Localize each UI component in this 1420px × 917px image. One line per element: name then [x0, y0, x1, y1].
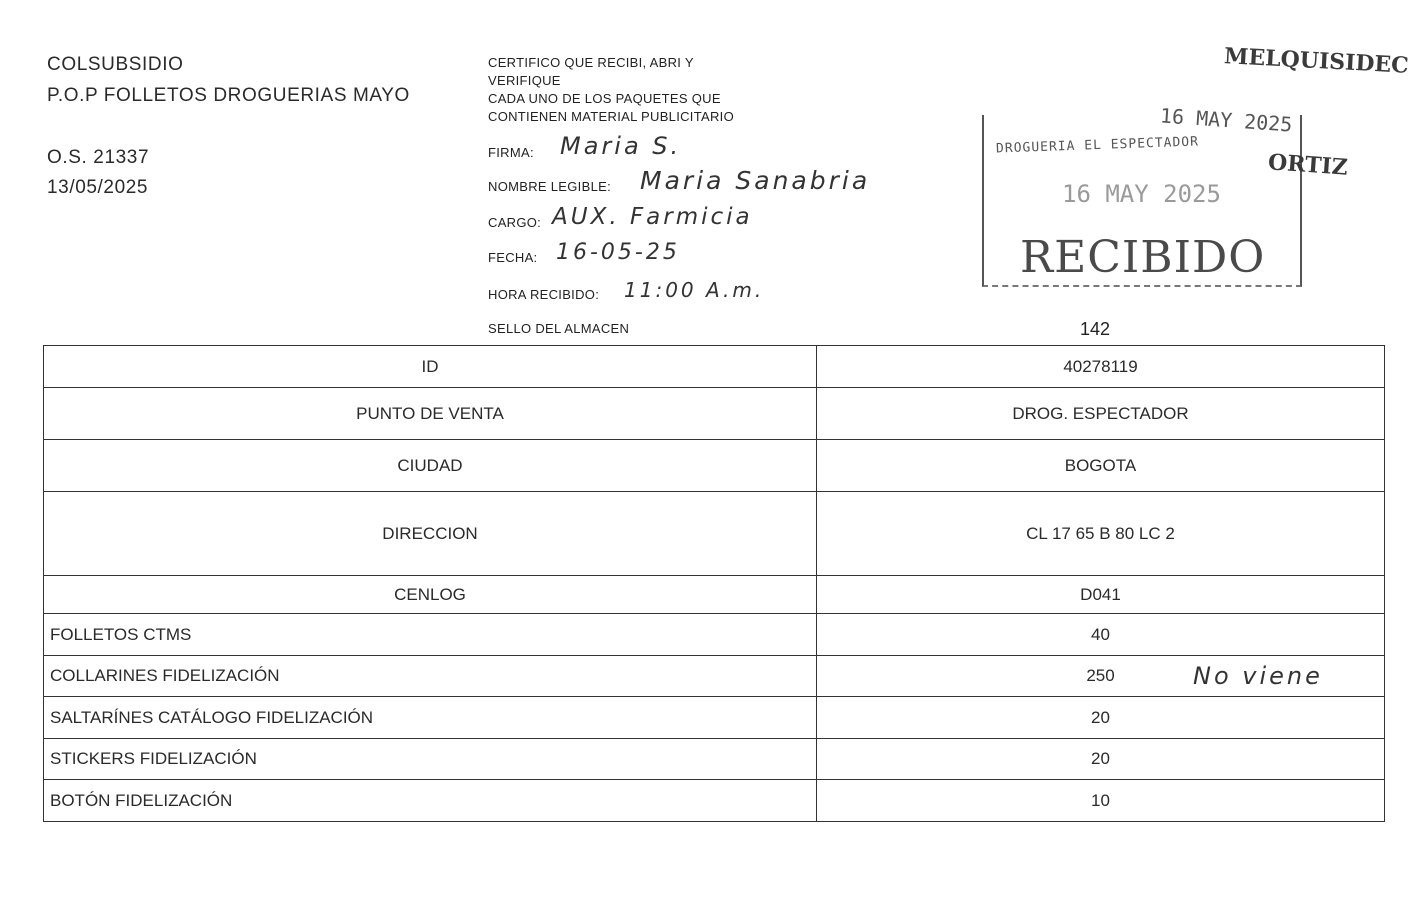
stamp-date-mid: 16 MAY 2025 [1062, 180, 1221, 208]
row-value: DROG. ESPECTADOR [817, 388, 1385, 440]
table-row [44, 576, 1385, 614]
position-label: CARGO: [488, 215, 542, 230]
stamp-date-top: 16 MAY 2025 [1159, 103, 1294, 137]
material-table [43, 345, 1385, 822]
campaign-title: P.O.P FOLLETOS DROGUERIAS MAYO [47, 85, 410, 106]
stamp-name: MELQUISIDEC [1223, 43, 1410, 79]
handwritten-signature: Maria S. [560, 132, 682, 160]
table-row [44, 780, 1385, 822]
handwritten-name: Maria Sanabria [640, 166, 871, 195]
stamp-surname: ORTIZ [1267, 149, 1349, 181]
stamp-status: RECIBIDO [1020, 232, 1266, 283]
cert-line-1: CERTIFICO QUE RECIBI, ABRI Y [488, 55, 694, 70]
company-name: COLSUBSIDIO [47, 54, 184, 75]
table-row [44, 346, 1385, 388]
table-row [44, 739, 1385, 780]
row-value: 10 [817, 780, 1385, 822]
order-number: O.S. 21337 [47, 147, 150, 168]
row-label: BOTÓN FIDELIZACIÓN [44, 780, 817, 822]
row-value: 40 [817, 614, 1385, 656]
row-value: 20 [817, 739, 1385, 780]
row-value: CL 17 65 B 80 LC 2 [817, 492, 1385, 576]
row-value: BOGOTA [817, 440, 1385, 492]
row-value-text: 250 [1086, 666, 1115, 685]
legible-name-label: NOMBRE LEGIBLE: [488, 179, 611, 194]
row-label: CENLOG [44, 576, 817, 614]
row-value: 20 [817, 697, 1385, 739]
handwritten-position: AUX. Farmicia [552, 204, 753, 230]
table-row [44, 440, 1385, 492]
row-label: PUNTO DE VENTA [44, 388, 817, 440]
row-label: SALTARÍNES CATÁLOGO FIDELIZACIÓN [44, 697, 817, 739]
cert-line-2: VERIFIQUE [488, 73, 561, 88]
handwritten-date: 16-05-25 [556, 240, 680, 265]
row-value: 40278119 [817, 346, 1385, 388]
handwritten-time: 11:00 A.m. [624, 278, 765, 302]
table-row [44, 656, 1385, 697]
signature-label: FIRMA: [488, 145, 534, 160]
row-label: CIUDAD [44, 440, 817, 492]
row-value: D041 [817, 576, 1385, 614]
document-date: 13/05/2025 [47, 177, 149, 198]
time-received-label: HORA RECIBIDO: [488, 287, 600, 302]
row-label: FOLLETOS CTMS [44, 614, 817, 656]
warehouse-seal-label: SELLO DEL ALMACEN [488, 321, 630, 336]
table-row [44, 388, 1385, 440]
cert-line-4: CONTIENEN MATERIAL PUBLICITARIO [488, 109, 734, 124]
table-row [44, 614, 1385, 656]
box-number: 142 [1080, 319, 1111, 339]
handwritten-note: No viene [1193, 662, 1323, 690]
date-label: FECHA: [488, 250, 538, 265]
table-row [44, 492, 1385, 576]
row-label: DIRECCION [44, 492, 817, 576]
row-value [817, 656, 1385, 697]
table-row [44, 697, 1385, 739]
cert-line-3: CADA UNO DE LOS PAQUETES QUE [488, 91, 721, 106]
row-label: STICKERS FIDELIZACIÓN [44, 739, 817, 780]
row-label: COLLARINES FIDELIZACIÓN [44, 656, 817, 697]
stamp-store: DROGUERIA EL ESPECTADOR [995, 134, 1200, 157]
row-label: ID [44, 346, 817, 388]
